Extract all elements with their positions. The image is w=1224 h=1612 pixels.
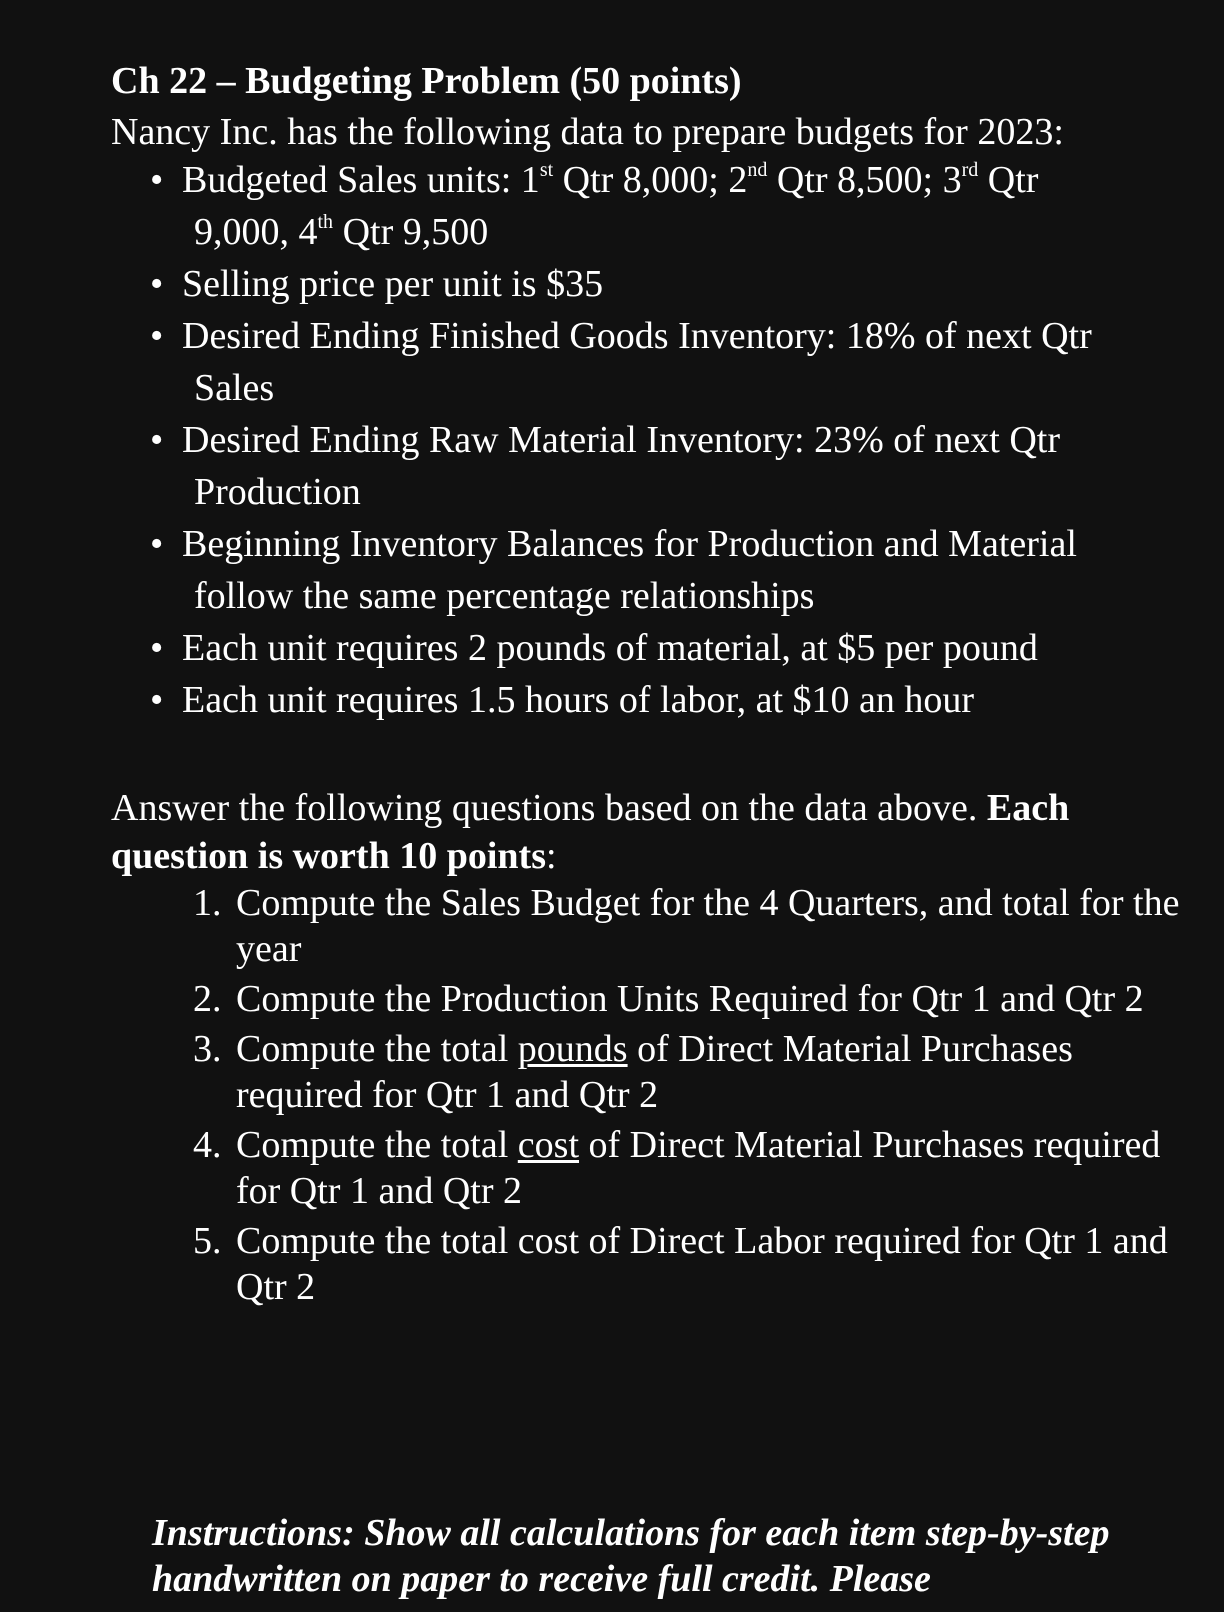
question-list [193, 880, 1203, 1314]
bullet-sales-units: • Budgeted Sales units: 1st Qtr 8,000; 2nd Qtr 8,500; 3rd Qtr 9,000, 4th Qtr 9,500 [150, 154, 1180, 258]
bullet-icon: • [150, 159, 164, 201]
bullet-labor-requirement: • Each unit requires 1.5 hours of labor, at $10 an hour [150, 674, 1180, 726]
question-5: 5. Compute the total cost of Direct Labor required for Qtr 1 and Qtr 2 [193, 1220, 1168, 1308]
bullet-icon: • [150, 523, 164, 565]
bullet-finished-goods: • Desired Ending Finished Goods Inventory: 18% of next Qtr Sales [150, 310, 1180, 414]
instructions-text: Instructions: Show all calculations for each item step-by-step handwritten on paper to receive full credit. Please [152, 1512, 1110, 1600]
problem-title: Ch 22 – Budgeting Problem (50 points) [111, 60, 742, 102]
question-1: 1. Compute the Sales Budget for the 4 Quarters, and total for the year [193, 882, 1180, 970]
question-2: 2. Compute the Production Units Required for Qtr 1 and Qtr 2 [193, 978, 1144, 1020]
bullet-icon: • [150, 419, 164, 461]
bullet-icon: • [150, 315, 164, 357]
intro-text: Nancy Inc. has the following data to prepare budgets for 2023: [111, 111, 1064, 153]
bullet-continuation: 9,000, 4th Qtr 9,500 [194, 211, 489, 253]
data-bullet-list [150, 154, 1180, 726]
answer-prompt: Answer the following questions based on the data above. Each question is worth 10 points: [111, 787, 1070, 877]
bullet-material-requirement: • Each unit requires 2 pounds of material, at $5 per pound [150, 622, 1180, 674]
bullet-icon: • [150, 627, 164, 669]
bullet-icon: • [150, 679, 164, 721]
bullet-icon: • [150, 263, 164, 305]
question-4: 4. Compute the total cost of Direct Material Purchases required for Qtr 1 and Qtr 2 [193, 1124, 1161, 1212]
bullet-beginning-inventory: • Beginning Inventory Balances for Production and Material follow the same percentage relationships [150, 518, 1180, 622]
question-3: 3. Compute the total pounds of Direct Material Purchases required for Qtr 1 and Qtr 2 [193, 1028, 1073, 1116]
bullet-selling-price: • Selling price per unit is $35 [150, 258, 1180, 310]
bullet-raw-material: • Desired Ending Raw Material Inventory: 23% of next Qtr Production [150, 414, 1180, 518]
